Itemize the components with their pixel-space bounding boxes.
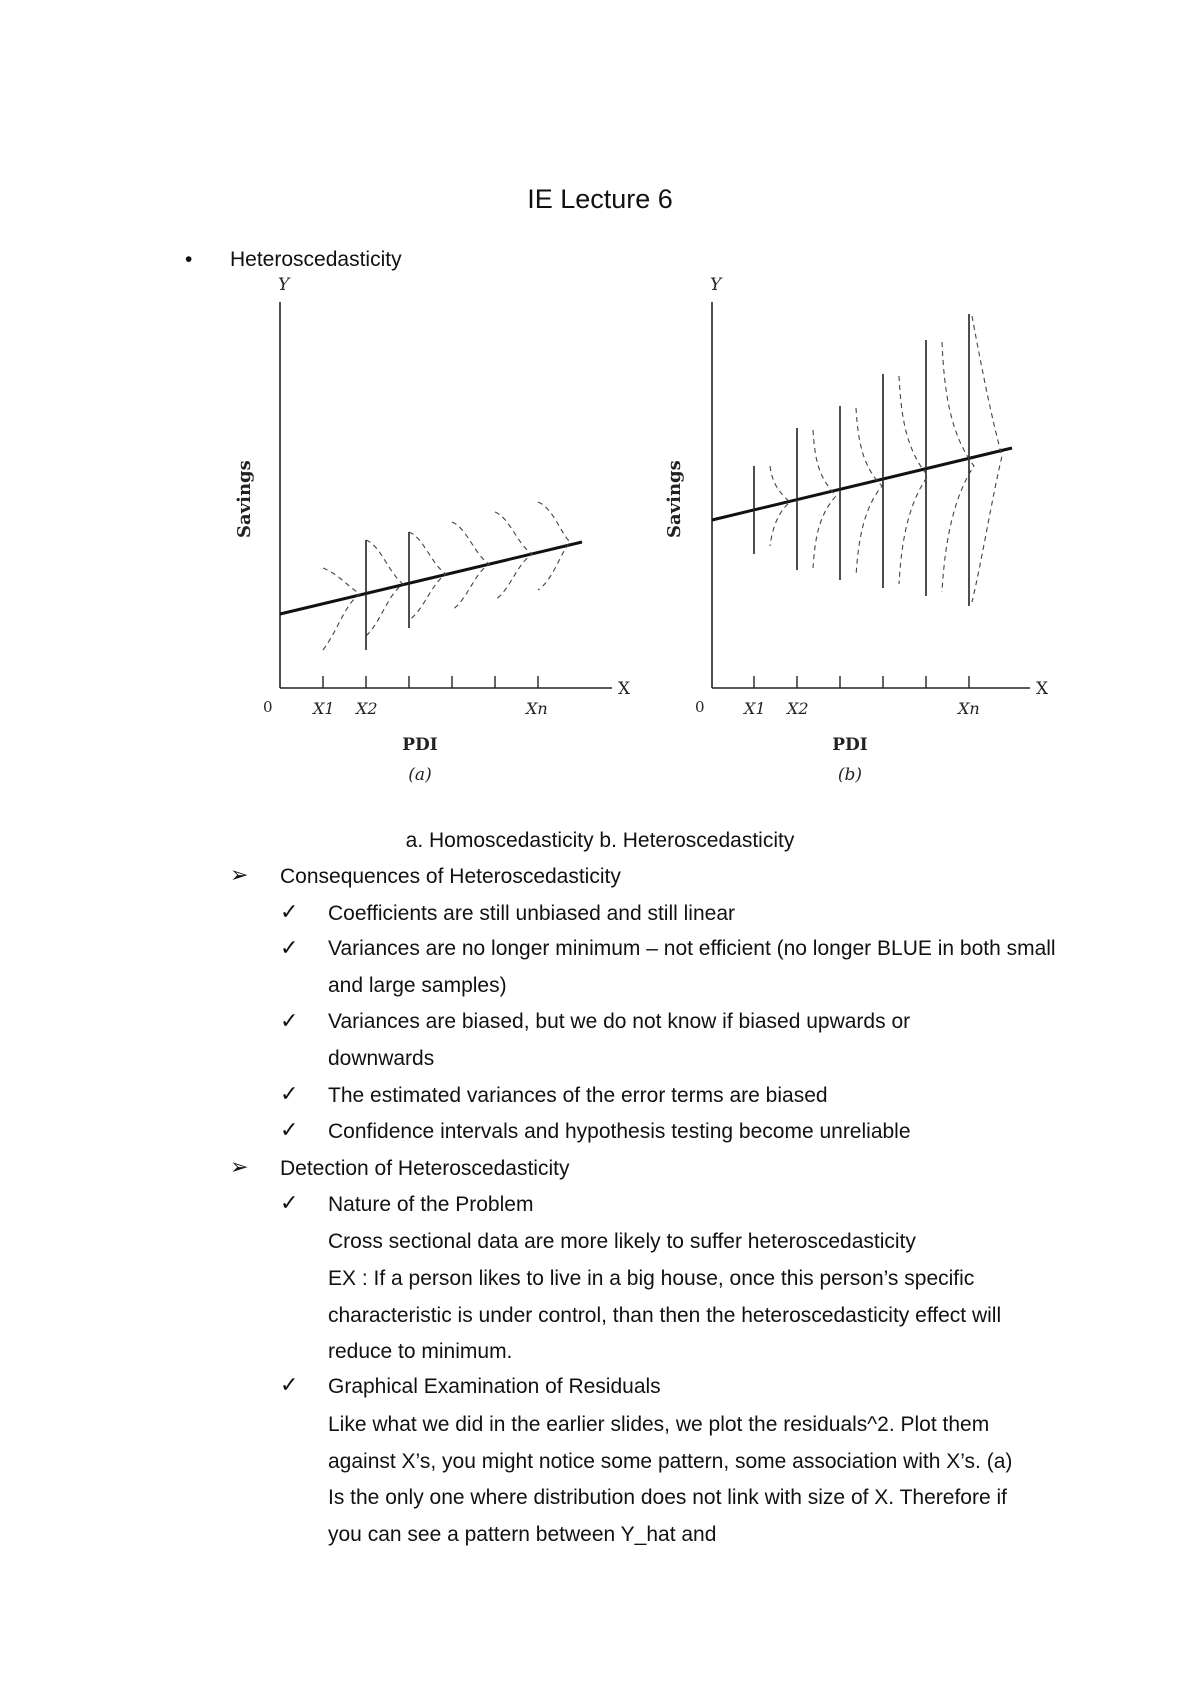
panel-a-tick-x1: X1 [313, 699, 335, 718]
panel-b-tick-x1: X1 [744, 699, 766, 718]
consequence-item-4: The estimated variances of the error terms are biased [328, 1084, 828, 1107]
checkmark-icon: ✓ [280, 1081, 299, 1106]
main-bullet-heading: Heteroscedasticity [230, 248, 402, 271]
graphical-title: Graphical Examination of Residuals [328, 1375, 661, 1398]
arrow-bullet-icon: ➢ [230, 862, 249, 887]
panel-b-tick-x2: X2 [787, 699, 809, 718]
panel-a-label: (a) [408, 765, 432, 785]
consequence-item-5: Confidence intervals and hypothesis testing become unreliable [328, 1120, 911, 1143]
checkmark-icon: ✓ [280, 935, 299, 960]
graphical-body: Like what we did in the earlier slides, we plot the residuals^2. Plot them against X’s, you might notice some pattern, some association with X’s. (a) Is the only one where distribution does not link with size of X. Therefore if you can see a pattern between Y_hat and [328, 1413, 1013, 1546]
detection-heading: Detection of Heteroscedasticity [280, 1157, 570, 1180]
panel-b-density-curve [813, 430, 836, 568]
figure-caption: a. Homoscedasticity b. Heteroscedasticity [405, 829, 795, 852]
checkmark-icon: ✓ [280, 899, 299, 924]
consequences-heading: Consequences of Heteroscedasticity [280, 865, 621, 888]
panel-b-density-curve [972, 316, 1002, 602]
checkmark-icon: ✓ [280, 1190, 299, 1215]
panel-b-tick-xn: Xn [958, 699, 980, 718]
panel-b-y-label: Savings [664, 460, 685, 538]
panel-a-regression-line [280, 542, 582, 614]
figure-homo-hetero [210, 270, 1060, 800]
panel-a-y-axis-letter: Y [278, 275, 290, 295]
panel-b-x-label: PDI [832, 735, 868, 755]
checkmark-icon: ✓ [280, 1117, 299, 1142]
nature-example: EX : If a person likes to live in a big house, once this person’s specific characteristic is under control, than then the heteroscedasticity effect will reduce to minimum. [328, 1267, 1002, 1363]
panel-b-x-axis-letter: X [1036, 679, 1049, 699]
bullet-dot: • [185, 248, 193, 271]
panel-b-label: (b) [837, 765, 863, 785]
panel-a-x-label: PDI [402, 735, 438, 755]
panel-a-y-label: Savings [234, 460, 255, 538]
panel-a-tick-xn: Xn [526, 699, 548, 718]
panel-b-regression-line [712, 448, 1012, 520]
checkmark-icon: ✓ [280, 1372, 299, 1397]
panel-a [234, 275, 631, 785]
panel-a-density-curve [323, 568, 360, 650]
panel-b-origin: 0 [695, 698, 705, 716]
consequence-item-3: Variances are biased, but we do not know if biased upwards or downwards [328, 1010, 911, 1070]
panel-b-density-curve [856, 408, 882, 576]
panel-a-tick-x2: X2 [356, 699, 378, 718]
panel-a-x-axis-letter: X [618, 679, 631, 699]
panel-a-origin: 0 [263, 698, 273, 716]
nature-title: Nature of the Problem [328, 1193, 534, 1216]
consequence-item-2: Variances are no longer minimum – not efficient (no longer BLUE in both small and large samples) [328, 937, 1056, 997]
checkmark-icon: ✓ [280, 1008, 299, 1033]
panel-b-y-axis-letter: Y [710, 275, 722, 295]
consequence-item-1: Coefficients are still unbiased and still linear [328, 902, 735, 925]
page-title: IE Lecture 6 [527, 184, 673, 214]
nature-line-1: Cross sectional data are more likely to suffer heteroscedasticity [328, 1230, 916, 1253]
arrow-bullet-icon: ➢ [230, 1154, 249, 1179]
panel-b [664, 275, 1049, 785]
panel-b-density-curve [899, 376, 928, 584]
